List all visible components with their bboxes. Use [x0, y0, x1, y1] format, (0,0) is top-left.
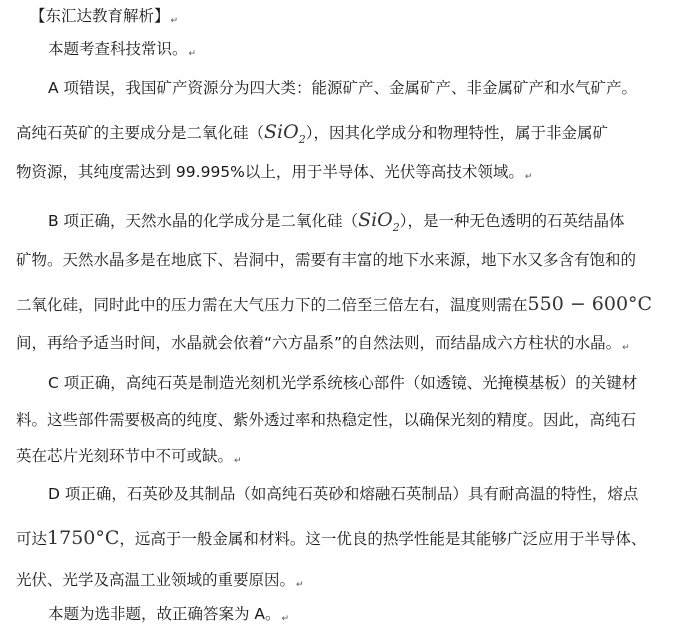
option-b-text-4: 间，再给予适当时间，水晶就会依着“六方晶系”的自然法则，而结晶成六方柱状的水晶。 [16, 334, 622, 352]
option-d-line-2 [0, 528, 693, 549]
option-c-line-2 [0, 410, 693, 430]
option-b-line-1 [0, 210, 693, 238]
option-a-line-1 [0, 78, 693, 98]
option-b-line-4 [0, 333, 693, 358]
option-c-line-3 [0, 446, 693, 471]
option-b-line-2 [0, 250, 693, 270]
paragraph-mark-icon: ↵ [296, 580, 304, 590]
conclusion-text: 本题为选非题，故正确答案为 A。 [48, 605, 281, 623]
sio2-formula: SiO$_2$ [358, 209, 400, 234]
option-d-text-2b: ，远高于一般金属和材料。这一优良的热学性能是其能够广泛应用于半导体、 [119, 530, 647, 548]
paragraph-mark-icon: ↵ [170, 16, 179, 26]
option-b-text-2: 矿物。天然水晶多是在地底下、岩洞中，需要有丰富的地下水来源，地下水又多含有饱和的 [16, 251, 637, 269]
paragraph-mark-icon: ↵ [281, 614, 290, 624]
conclusion-line [0, 604, 693, 629]
paragraph-mark-icon: ↵ [188, 49, 197, 59]
option-a-line-2 [0, 122, 693, 150]
option-b-line-3 [0, 294, 693, 315]
option-a-text-3: 物资源，其纯度需达到 99.995%以上，用于半导体、光伏等高技术领域。 [16, 163, 524, 181]
option-b-text-3a: 二氧化硅，同时此中的压力需在大气压力下的二倍至三倍左右，温度则需在 [16, 296, 528, 314]
sio2-formula: SiO$_2$ [264, 121, 306, 146]
option-d-line-1 [0, 484, 693, 504]
intro-text: 本题考查科技常识。 [48, 40, 188, 58]
temperature-range: 550 − 600°C [527, 293, 653, 315]
option-d-text-2a: 可达 [16, 530, 48, 548]
option-b-text-1b: ），是一种无色透明的石英结晶体 [399, 212, 625, 230]
option-a-line-3 [0, 162, 693, 187]
option-d-text-1: D 项正确，石英砂及其制品（如高纯石英砂和熔融石英制品）具有耐高温的特性，熔点 [48, 485, 639, 503]
option-c-line-1 [0, 373, 693, 393]
melting-point: 1750°C [47, 527, 120, 549]
header-line [0, 6, 693, 31]
option-d-line-3 [0, 570, 693, 595]
option-c-text-1: C 项正确，高纯石英是制造光刻机光学系统核心部件（如透镜、光掩模基板）的关键材 [48, 374, 638, 392]
option-c-text-2: 料。这些部件需要极高的纯度、紫外透过率和热稳定性，以确保光刻的精度。因此，高纯石 [16, 411, 637, 429]
paragraph-mark-icon: ↵ [524, 172, 533, 182]
option-b-text-1a: B 项正确，天然水晶的化学成分是二氧化硅（ [48, 212, 359, 230]
intro-line [0, 39, 693, 64]
option-c-text-3: 英在芯片光刻环节中不可或缺。 [16, 447, 234, 465]
paragraph-mark-icon: ↵ [234, 456, 242, 466]
option-a-text-2b: ），因其化学成分和物理特性，属于非金属矿 [305, 124, 608, 142]
source-label: 【东汇达教育解析】 [30, 7, 170, 25]
option-a-text-1: A 项错误，我国矿产资源分为四大类：能源矿产、金属矿产、非金属矿产和水气矿产。 [48, 79, 638, 97]
option-d-text-3: 光伏、光学及高温工业领域的重要原因。 [16, 571, 296, 589]
option-a-text-2a: 高纯石英矿的主要成分是二氧化硅（ [16, 124, 265, 142]
paragraph-mark-icon: ↵ [622, 343, 630, 353]
